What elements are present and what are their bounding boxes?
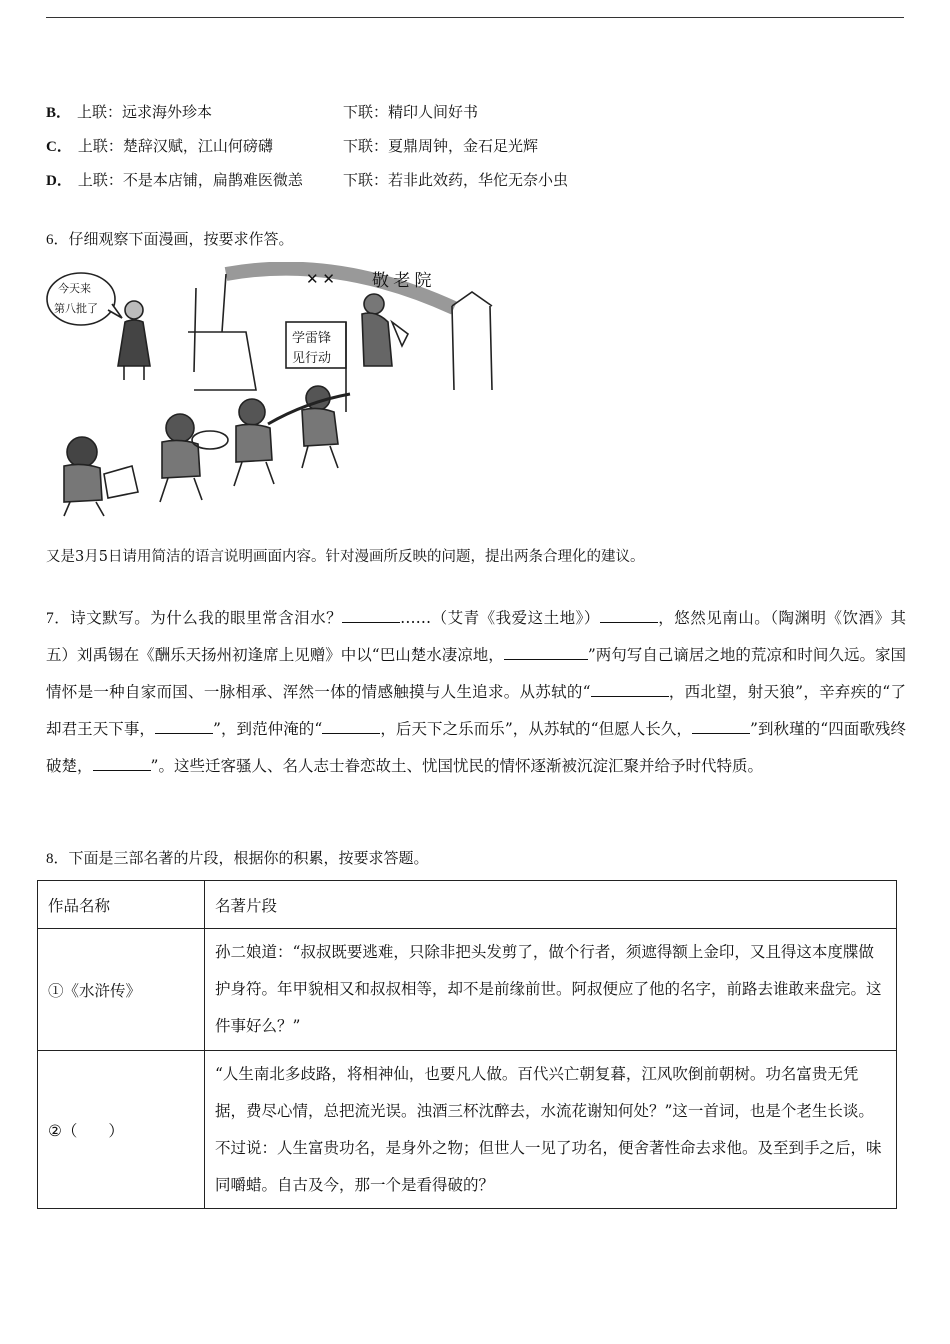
option-c-lower: 下联：夏鼎周钟，金石足光辉 <box>343 137 539 155</box>
row-1-excerpt: 孙二娘道：“叔叔既要逃难，只除非把头发剪了，做个行者，须遮得额上金印，又且得这本度牒做护身符。年甲貌相又和叔叔相等，却不是前缘前世。阿叔便应了他的名字，前路去谁敢来盘完。这件事好么？” <box>205 929 897 1051</box>
question-8-number: 8． <box>46 851 69 867</box>
header-excerpt: 名著片段 <box>205 881 897 929</box>
table-row <box>38 1051 897 1209</box>
q7-text-9: ”。这些迁客骚人、名人志士眷恋故土、忧国忧民的情怀逐渐被沉淀汇聚并给予时代特质。 <box>150 757 763 775</box>
blank-4[interactable] <box>591 680 649 697</box>
blank-3[interactable] <box>504 643 588 660</box>
question-6-prompt <box>46 229 294 250</box>
q7-text-3: ，悠然见南山。（陶渊明《饮酒》其五）刘禹锡在《酬乐天扬州初逢席上见赠》中以“巴山楚水凄凉地， <box>46 609 906 664</box>
blank-4b[interactable] <box>649 680 669 697</box>
option-b-upper: 上联：远求海外珍本 <box>77 103 213 121</box>
q7-text-4: ”两句写自己谪居之地的荒凉和时间久远。家国情怀是一种自家而国、一脉相承、浑然一体的情感触摸与人生追求。从苏轼的“ <box>46 646 906 701</box>
q7-text-2: ……（艾青《我爱这土地》） <box>400 609 600 627</box>
q7-text-1: 诗文默写。为什么我的眼里常含泪水？ <box>70 609 343 627</box>
question-6-text: 仔细观察下面漫画，按要求作答。 <box>68 230 294 248</box>
option-b-letter: B． <box>46 105 72 121</box>
q7-text-8: ”到秋瑾的“四面歌残终破楚， <box>46 720 906 775</box>
option-d-letter: D． <box>46 173 72 189</box>
q7-text-5: ，西北望，射天狼”，辛弃疾的“了却君王天下事， <box>46 683 906 738</box>
header-work-name: 作品名称 <box>38 881 205 929</box>
works-table <box>37 880 897 1209</box>
comic-gate-text: 敬 老 院 <box>372 271 432 290</box>
blank-8[interactable] <box>93 754 151 771</box>
question-8-prompt <box>46 848 429 869</box>
row-2-work: ②（ ） <box>38 1051 205 1209</box>
comic-sign-line-1: 学雷锋 <box>292 330 332 345</box>
question-8-text: 下面是三部名著的片段，根据你的积累，按要求答题。 <box>68 849 429 867</box>
option-d-lower: 下联：若非此效药，华佗无奈小虫 <box>343 171 569 189</box>
blank-1[interactable] <box>342 606 400 623</box>
table-header-row <box>38 881 897 929</box>
question-6-number: 6． <box>46 232 69 248</box>
option-b <box>46 102 212 123</box>
option-d <box>46 170 303 191</box>
question-7-paragraph <box>46 600 906 785</box>
comic-sign-line-2: 见行动 <box>292 350 332 365</box>
row-2-excerpt: “人生南北多歧路，将相神仙，也要凡人做。百代兴亡朝复暮，江风吹倒前朝树。功名富贵无凭据，费尽心情，总把流光误。浊酒三杯沈醉去，水流花谢知何处？”这一首词，也是个老生长谈。不过说：人生富贵功名，是身外之物；但世人一见了功名，便舍著性命去求他。及至到手之后，味同嚼蜡。自古及今，那一个是看得破的？ <box>205 1051 897 1209</box>
blank-5[interactable] <box>155 717 213 734</box>
blank-7[interactable] <box>692 717 750 734</box>
q7-text-7: ，后天下之乐而乐”，从苏轼的“但愿人长久， <box>380 720 692 738</box>
question-6-task: 又是3月5日请用简洁的语言说明画面内容。针对漫画所反映的问题，提出两条合理化的建议。 <box>46 549 645 565</box>
comic-speech-line-2: 第八批了 <box>54 303 98 315</box>
option-c-upper: 上联：楚辞汉赋，江山何磅礴 <box>77 137 273 155</box>
option-b-lower: 下联：精印人间好书 <box>343 103 479 121</box>
row-1-work: ①《水浒传》 <box>38 929 205 1051</box>
option-c <box>46 136 273 157</box>
comic-speech-line-1: 今天来 <box>58 283 91 295</box>
option-c-letter: C． <box>46 139 72 155</box>
page-top-rule <box>46 17 904 18</box>
option-d-upper: 上联：不是本店铺，扁鹊难医微恙 <box>77 171 303 189</box>
question-7-number: 7． <box>46 610 71 627</box>
table-row <box>38 929 897 1051</box>
comic-gate-marks: ✕ ✕ <box>306 272 335 288</box>
blank-2[interactable] <box>600 606 658 623</box>
comic-illustration <box>46 262 506 518</box>
blank-6[interactable] <box>322 717 380 734</box>
q7-text-6: ”，到范仲淹的“ <box>212 720 323 738</box>
